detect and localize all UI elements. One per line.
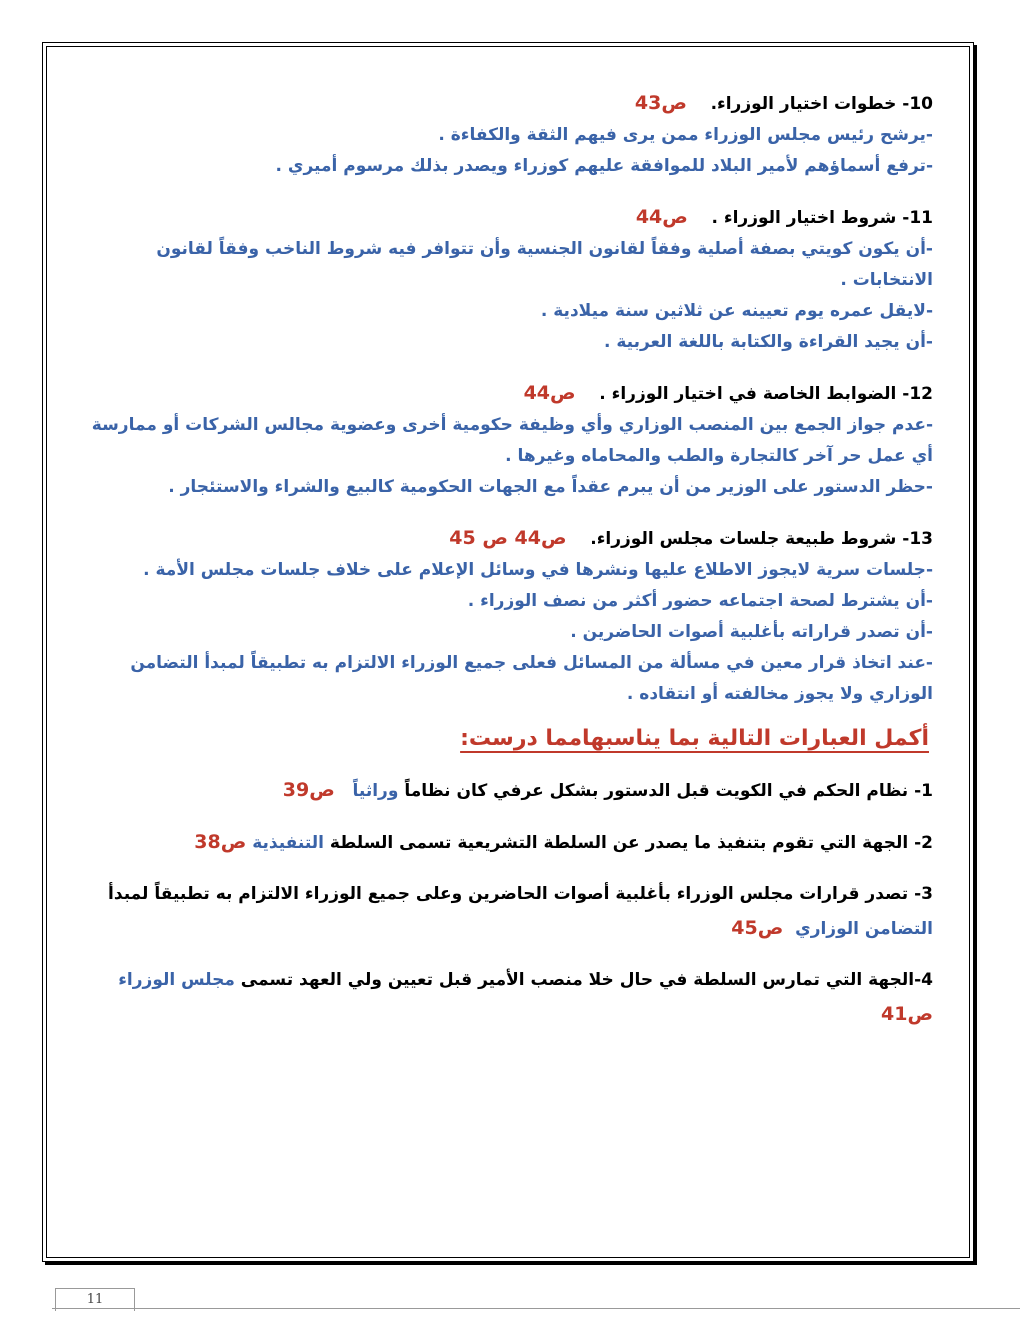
section-heading: 12- الضوابط الخاصة في اختيار الوزراء . ص44 — [523, 382, 933, 404]
page-number: 11 — [55, 1288, 135, 1311]
page-ref: ص45 — [731, 917, 784, 939]
page-ref: ص44 ص 45 — [449, 527, 567, 549]
section-line: -جلسات سرية لايجوز الاطلاع عليها ونشرها في وسائل الإعلام على خلاف جلسات مجلس الأمة . — [143, 560, 933, 580]
exercise-answer: التنفيذية — [252, 833, 324, 853]
exercise-answer: التضامن الوزاري — [795, 919, 933, 939]
section-line: -عند اتخاذ قرار معين في مسألة من المسائل فعلى جميع الوزراء الالتزام به تطبيقاً لمبدأ التضامن الوزاري ولا يجوز مخالفته أو انتقاده . — [130, 653, 933, 704]
section-line: -حظر الدستور على الوزير من أن يبرم عقداً مع الجهات الحكومية كالبيع والشراء والاستئجار . — [168, 477, 933, 497]
page-ref: ص41 — [880, 1003, 933, 1025]
page-ref: ص43 — [634, 92, 687, 114]
section-line: -أن يكون كويتي بصفة أصلية وفقاً لقانون الجنسية وأن تتوافر فيه شروط الناخب وفقاً لقانون الانتخابات . — [156, 239, 933, 290]
section-heading: 13- شروط طبيعة جلسات مجلس الوزراء. ص44 ص 45 — [449, 527, 933, 549]
exercise-item: 2- الجهة التي تقوم بتنفيذ ما يصدر عن السلطة التشريعية تسمى السلطة التنفيذية ص38 — [194, 831, 933, 853]
section-line: -أن يجيد القراءة والكتابة باللغة العربية . — [603, 332, 933, 352]
section-line: -أن تصدر قراراته بأغلبية أصوات الحاضرين . — [570, 622, 933, 642]
exercise-answer: مجلس الوزراء — [118, 970, 235, 990]
exercise-answer: وراثياً — [352, 781, 399, 801]
section-line: -لايقل عمره يوم تعيينه عن ثلاثين سنة ميلادية . — [540, 301, 933, 321]
exercise-item: 4-الجهة التي تمارس السلطة في حال خلا منصب الأمير قبل تعيين ولي العهد تسمى مجلس الوزراء ص41 — [118, 970, 933, 1025]
section-heading: 11- شروط اختيار الوزراء . ص44 — [635, 206, 933, 228]
page-ref: ص38 — [194, 831, 247, 853]
exercise-item: 3- تصدر قرارات مجلس الوزراء بأغلبية أصوات الحاضرين وعلى جميع الوزراء الالتزام به تطبيقاً لمبدأ التضامن الوزاري ص45 — [108, 884, 933, 939]
section-line: -يرشح رئيس مجلس الوزراء ممن يرى فيهم الثقة والكفاءة . — [438, 125, 933, 145]
section-line: -عدم جواز الجمع بين المنصب الوزاري وأي وظيفة حكومية أخرى وعضوية مجالس الشركات أو ممارسة أي عمل حر آخر كالتجارة والطب والمحاماه وغيرها . — [91, 415, 933, 466]
section-heading: 10- خطوات اختيار الوزراء. ص43 — [634, 92, 933, 114]
section-line: -ترفع أسماؤهم لأمير البلاد للموافقة عليهم كوزراء ويصدر بذلك مرسوم أميري . — [275, 156, 933, 176]
section-line: -أن يشترط لصحة اجتماعه حضور أكثر من نصف الوزراء . — [467, 591, 933, 611]
footer-rule — [52, 1308, 1020, 1309]
page-content — [78, 88, 933, 1049]
page-ref: ص44 — [635, 206, 688, 228]
page-ref: ص44 — [523, 382, 576, 404]
exercise-title: أكمل العبارات التالية بما يناسبهامما درست: — [460, 726, 929, 751]
page-ref: ص39 — [282, 779, 335, 801]
exercise-item: 1- نظام الحكم في الكويت قبل الدستور بشكل عرفي كان نظاماً وراثياً ص39 — [282, 779, 933, 801]
